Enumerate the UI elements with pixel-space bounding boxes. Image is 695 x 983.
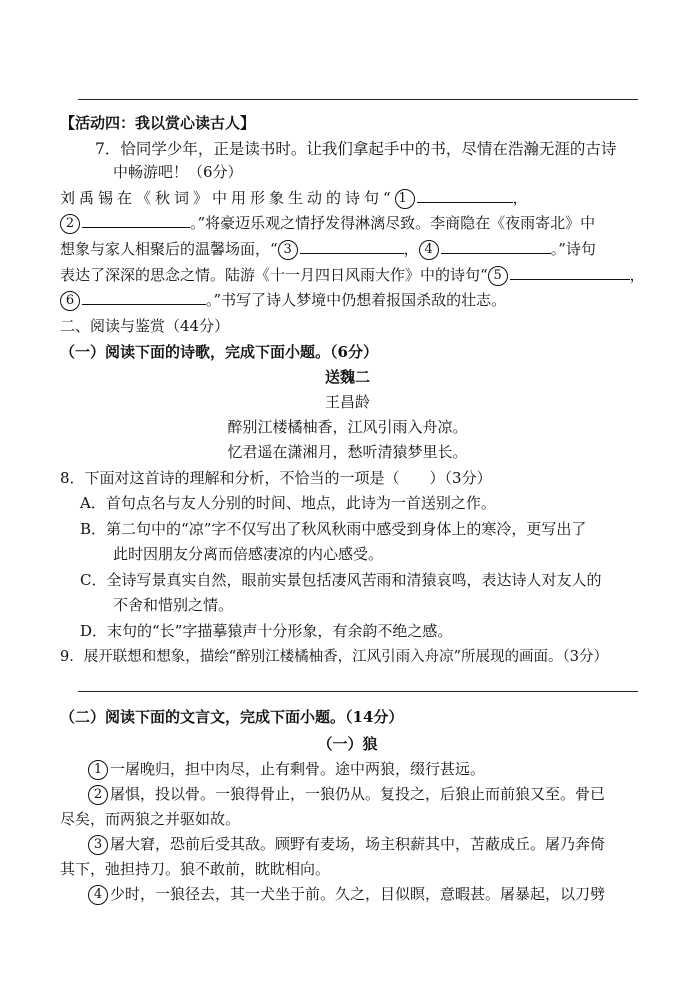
fill-text: 。”书写了诗人梦境中仍想着报国杀敌的壮志。 xyxy=(206,291,507,309)
part-2-heading: （二）阅读下面的文言文，完成下面小题。（14分） xyxy=(60,708,404,726)
part-1-heading: （一）阅读下面的诗歌，完成下面小题。（6分） xyxy=(60,343,378,361)
blank-number: 4 xyxy=(419,240,439,260)
fill-line-4: 表达了深深的思念之情。陆游《十一月四日风雨大作》中的诗句“ 5 ， xyxy=(60,266,645,284)
answer-blank-1[interactable] xyxy=(417,188,513,203)
blank-number: 2 xyxy=(60,214,80,234)
paragraph-3-line2: 其下，弛担持刀。狼不敢前，眈眈相向。 xyxy=(60,860,331,878)
paragraph-text: 屠大窘，恐前后受其敌。顾野有麦场，场主积薪其中，苫蔽成丘。屠乃奔倚 xyxy=(110,835,606,853)
paragraph-number: 1 xyxy=(88,760,108,780)
section-2-heading: 二、阅读与鉴赏（44分） xyxy=(60,317,230,335)
question-7-line2: 中畅游吧！（6分） xyxy=(113,163,243,181)
fill-text: 。”将豪迈乐观之情抒发得淋漓尽致。李商隐在《夜雨寄北》中 xyxy=(190,214,596,232)
paragraph-text: 屠惧，投以骨。一狼得骨止，一狼仍从。复投之，后狼止而前狼又至。骨已 xyxy=(110,785,606,803)
fill-text: 表达了深深的思念之情。陆游《十一月四日风雨大作》中的诗句“ xyxy=(60,266,488,284)
paragraph-number: 3 xyxy=(88,835,108,855)
fill-line-2 xyxy=(60,212,595,234)
answer-blank-5[interactable] xyxy=(510,265,630,280)
answer-blank-4[interactable] xyxy=(441,239,551,254)
fill-text: ， xyxy=(512,189,532,207)
paragraph-1 xyxy=(88,758,485,780)
blank-number: 1 xyxy=(395,189,415,209)
poem-title: 送魏二 xyxy=(324,368,370,386)
paragraph-number: 2 xyxy=(88,785,108,805)
blank-number: 6 xyxy=(60,291,80,311)
fill-text: 想象与家人相聚后的温馨场面，“ xyxy=(60,240,278,258)
poem-author: 王昌龄 xyxy=(324,393,370,411)
question-8: 8．下面对这首诗的理解和分析，不恰当的一项是（ ）（3分） xyxy=(60,469,492,487)
fill-text: 。”诗句 xyxy=(550,240,596,258)
blank-number: 3 xyxy=(278,240,298,260)
q8-option-c-line1: C．全诗写景真实自然，眼前实景包括凄风苦雨和清猿哀鸣，表达诗人对友人的 xyxy=(80,571,602,589)
q8-option-d: D．末句的“长”字描摹猿声十分形象，有余韵不绝之感。 xyxy=(80,622,453,640)
answer-blank-2[interactable] xyxy=(82,213,190,228)
q8-option-b-line1: B．第二句中的“凉”字不仅写出了秋风秋雨中感受到身体上的寒冷，更写出了 xyxy=(80,520,587,538)
fill-text: ， xyxy=(403,240,419,258)
paragraph-text: 少时，一狼径去，其一犬坐于前。久之，目似瞑，意暇甚。屠暴起，以刀劈 xyxy=(110,885,606,903)
paragraph-2-line1 xyxy=(88,783,605,805)
paragraph-3-line1 xyxy=(88,833,605,855)
activity-heading: 【活动四：我以赏心读古人】 xyxy=(60,114,256,132)
paragraph-4-line1 xyxy=(88,883,605,905)
poem-line-2: 忆君遥在潇湘月，愁听清猿梦里长。 xyxy=(227,443,468,461)
paragraph-number: 4 xyxy=(88,885,108,905)
q8-option-b-line2: 此时因朋友分离而倍感凄凉的内心感受。 xyxy=(113,545,384,563)
text-title: （一）狼 xyxy=(317,735,378,753)
q8-option-c-line2: 不舍和惜别之情。 xyxy=(113,596,234,614)
question-9: 9．展开联想和想象，描绘“醉别江楼橘柚香，江风引雨入舟凉”所展现的画面。（3分） xyxy=(60,649,609,665)
answer-rule[interactable] xyxy=(78,691,638,692)
fill-line-1 xyxy=(60,187,532,209)
answer-blank-6[interactable] xyxy=(82,290,206,305)
q8-option-a: A．首句点名与友人分别的时间、地点，此诗为一首送别之作。 xyxy=(80,494,496,512)
paragraph-2-line2: 尽矣，而两狼之并驱如故。 xyxy=(60,810,241,828)
question-7-line1: 7．恰同学少年，正是读书时。让我们拿起手中的书，尽情在浩瀚无涯的古诗 xyxy=(95,140,617,158)
paragraph-text: 一屠晚归，担中肉尽，止有剩骨。途中两狼，缀行甚远。 xyxy=(110,760,486,778)
blank-number: 5 xyxy=(488,266,508,286)
fill-line-5 xyxy=(60,289,506,311)
poem-line-1: 醉别江楼橘柚香，江风引雨入舟凉。 xyxy=(227,418,468,436)
top-rule xyxy=(78,99,638,100)
fill-line-3 xyxy=(60,238,596,260)
fill-text: 刘禹锡在《秋词》中用形象生动的诗句“ xyxy=(60,189,395,207)
answer-blank-3[interactable] xyxy=(300,239,404,254)
